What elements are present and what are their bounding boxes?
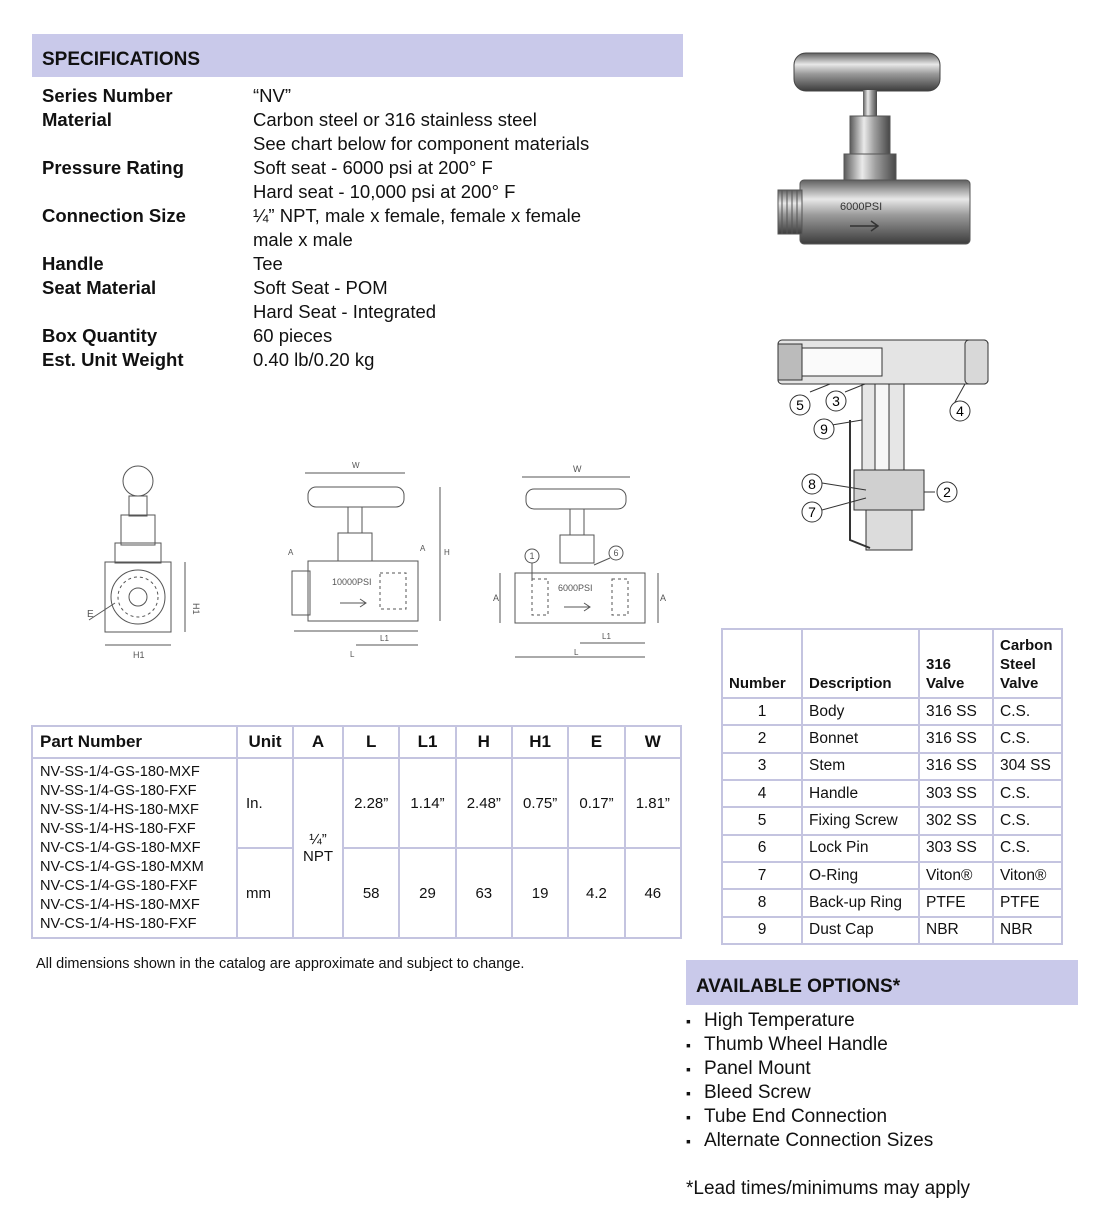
cs-material-cell: C.S. xyxy=(993,807,1062,834)
description-cell: Fixing Screw xyxy=(802,807,919,834)
side2-callout-1: 1 xyxy=(529,551,535,561)
header-description: Description xyxy=(802,629,919,698)
callout-8: 8 xyxy=(808,476,816,492)
side-view-drawing-2 xyxy=(490,455,670,665)
spec-label: Est. Unit Weight xyxy=(42,349,184,370)
spec-value: Soft Seat - POM xyxy=(253,277,388,298)
side1-l1-label: L1 xyxy=(380,634,389,643)
description-cell: O-Ring xyxy=(802,862,919,889)
side1-h-label: H xyxy=(444,548,450,557)
option-label: Panel Mount xyxy=(704,1058,811,1079)
bullet-icon: ▪ xyxy=(686,1061,691,1077)
valve-photo xyxy=(770,40,980,250)
photo-stamp: 6000PSI xyxy=(840,201,883,213)
option-label: Alternate Connection Sizes xyxy=(704,1130,934,1151)
cs-material-cell: C.S. xyxy=(993,698,1062,725)
number-cell: 9 xyxy=(722,917,802,944)
number-cell: 4 xyxy=(722,780,802,807)
options-heading: AVAILABLE OPTIONS* xyxy=(686,960,1078,1005)
materials-table xyxy=(721,628,1063,945)
part-number-list xyxy=(32,758,237,938)
number-cell: 2 xyxy=(722,725,802,752)
description-cell: Lock Pin xyxy=(802,835,919,862)
table-row xyxy=(722,835,1062,862)
list-item xyxy=(686,1033,933,1057)
header-e: E xyxy=(568,726,624,758)
header-line: Carbon xyxy=(1000,636,1053,654)
table-row xyxy=(722,807,1062,834)
callout-7: 7 xyxy=(808,504,816,520)
ss-material-cell: NBR xyxy=(919,917,993,944)
unit-cell: In. xyxy=(237,758,293,848)
side2-a-right-label: A xyxy=(660,593,667,603)
spec-value: “NV” xyxy=(253,85,292,106)
bullet-icon: ▪ xyxy=(686,1109,691,1125)
side2-stamp: 6000PSI xyxy=(558,583,593,593)
bullet-icon: ▪ xyxy=(686,1133,691,1149)
side2-a-left-label: A xyxy=(493,593,500,603)
front-e-label: E xyxy=(87,609,94,620)
unit-cell: mm xyxy=(237,848,293,938)
spec-value: male x male xyxy=(253,229,353,250)
callout-5: 5 xyxy=(796,397,804,413)
a-value-line: ¼” xyxy=(309,831,327,848)
spec-label: Pressure Rating xyxy=(42,157,184,178)
spec-label: Material xyxy=(42,109,112,130)
header-h: H xyxy=(456,726,512,758)
side2-w-label: W xyxy=(573,464,582,474)
list-item xyxy=(686,1009,933,1033)
option-label: Bleed Screw xyxy=(704,1082,811,1103)
ss-material-cell: 302 SS xyxy=(919,807,993,834)
ss-material-cell: 303 SS xyxy=(919,835,993,862)
front-h1-label: H1 xyxy=(191,603,201,615)
h-cell: 2.48” xyxy=(456,758,512,848)
side-view-drawing-1 xyxy=(280,455,450,665)
spec-value: Hard Seat - Integrated xyxy=(253,301,437,322)
side1-a-right-label: A xyxy=(420,544,426,553)
l1-cell: 1.14” xyxy=(399,758,455,848)
front-view-drawing xyxy=(85,455,215,670)
number-cell: 1 xyxy=(722,698,802,725)
spec-value: Soft seat - 6000 psi at 200° F xyxy=(253,157,493,178)
h-cell: 63 xyxy=(456,848,512,938)
cs-material-cell: PTFE xyxy=(993,889,1062,916)
spec-label: Seat Material xyxy=(42,277,157,298)
callout-2: 2 xyxy=(943,484,951,500)
spec-label: Series Number xyxy=(42,85,173,106)
options-list xyxy=(686,1009,933,1153)
e-cell: 4.2 xyxy=(568,848,624,938)
side1-stamp: 10000PSI xyxy=(332,577,372,587)
spec-value: Hard seat - 10,000 psi at 200° F xyxy=(253,181,516,202)
number-cell: 3 xyxy=(722,753,802,780)
cs-material-cell: 304 SS xyxy=(993,753,1062,780)
option-label: Tube End Connection xyxy=(704,1106,888,1127)
header-l1: L1 xyxy=(399,726,455,758)
part-number: NV-CS-1/4-HS-180-FXF xyxy=(40,915,197,932)
header-a: A xyxy=(293,726,343,758)
number-cell: 7 xyxy=(722,862,802,889)
lead-times-note: *Lead times/minimums may apply xyxy=(686,1178,971,1199)
option-label: Thumb Wheel Handle xyxy=(704,1034,888,1055)
list-item xyxy=(686,1105,933,1129)
spec-label: Connection Size xyxy=(42,205,186,226)
table-row xyxy=(722,862,1062,889)
l-cell: 58 xyxy=(343,848,399,938)
side1-a-left-label: A xyxy=(288,548,294,557)
list-item xyxy=(686,1129,933,1153)
dimensions-note: All dimensions shown in the catalog are approximate and subject to change. xyxy=(36,956,525,972)
table-row xyxy=(32,758,681,848)
header-line: Steel xyxy=(1000,655,1036,673)
side2-callout-6: 6 xyxy=(613,548,619,558)
dimension-header-row xyxy=(32,726,681,758)
part-number: NV-CS-1/4-GS-180-FXF xyxy=(40,877,198,894)
header-carbon-steel-valve xyxy=(993,629,1062,698)
bullet-icon: ▪ xyxy=(686,1037,691,1053)
spec-value: See chart below for component materials xyxy=(253,133,590,154)
cs-material-cell: Viton® xyxy=(993,862,1062,889)
cs-material-cell: C.S. xyxy=(993,780,1062,807)
ss-material-cell: PTFE xyxy=(919,889,993,916)
ss-material-cell: Viton® xyxy=(919,862,993,889)
description-cell: Stem xyxy=(802,753,919,780)
table-row xyxy=(722,725,1062,752)
header-316-valve xyxy=(919,629,993,698)
callout-4: 4 xyxy=(956,403,964,419)
option-label: High Temperature xyxy=(704,1010,855,1031)
ss-material-cell: 316 SS xyxy=(919,753,993,780)
dimension-table xyxy=(31,725,682,939)
part-number: NV-SS-1/4-GS-180-MXF xyxy=(40,763,200,780)
table-row xyxy=(722,753,1062,780)
number-cell: 8 xyxy=(722,889,802,916)
part-number: NV-CS-1/4-HS-180-MXF xyxy=(40,896,200,913)
a-value-cell xyxy=(293,758,343,938)
h1-cell: 19 xyxy=(512,848,568,938)
materials-header-row xyxy=(722,629,1062,698)
number-cell: 5 xyxy=(722,807,802,834)
list-item xyxy=(686,1057,933,1081)
table-row xyxy=(722,698,1062,725)
spec-value: 60 pieces xyxy=(253,325,333,346)
spec-value: 0.40 lb/0.20 kg xyxy=(253,349,375,370)
cs-material-cell: C.S. xyxy=(993,835,1062,862)
header-w: W xyxy=(625,726,681,758)
spec-value: Carbon steel or 316 stainless steel xyxy=(253,109,537,130)
header-h1: H1 xyxy=(512,726,568,758)
spec-label: Box Quantity xyxy=(42,325,158,346)
h1-cell: 0.75” xyxy=(512,758,568,848)
header-number: Number xyxy=(722,629,802,698)
l1-cell: 29 xyxy=(399,848,455,938)
ss-material-cell: 316 SS xyxy=(919,725,993,752)
bullet-icon: ▪ xyxy=(686,1013,691,1029)
bullet-icon: ▪ xyxy=(686,1085,691,1101)
description-cell: Body xyxy=(802,698,919,725)
ss-material-cell: 303 SS xyxy=(919,780,993,807)
part-number: NV-SS-1/4-HS-180-FXF xyxy=(40,820,196,837)
spec-label: Handle xyxy=(42,253,104,274)
header-line: 316 xyxy=(926,655,952,673)
cs-material-cell: NBR xyxy=(993,917,1062,944)
callout-9: 9 xyxy=(820,421,828,437)
number-cell: 6 xyxy=(722,835,802,862)
ss-material-cell: 316 SS xyxy=(919,698,993,725)
part-number: NV-CS-1/4-GS-180-MXF xyxy=(40,839,201,856)
callout-3: 3 xyxy=(832,393,840,409)
header-part-number: Part Number xyxy=(32,726,237,758)
side2-l-label: L xyxy=(574,648,579,657)
e-cell: 0.17” xyxy=(568,758,624,848)
w-cell: 46 xyxy=(625,848,681,938)
specifications-heading: SPECIFICATIONS xyxy=(32,34,683,77)
description-cell: Bonnet xyxy=(802,725,919,752)
front-h1-bottom-label: H1 xyxy=(133,650,145,660)
cutaway-diagram xyxy=(770,330,1000,560)
spec-value: ¼” NPT, male x female, female x female xyxy=(253,205,581,226)
part-number: NV-SS-1/4-GS-180-FXF xyxy=(40,782,197,799)
side1-w-label: W xyxy=(352,461,360,470)
table-row xyxy=(722,780,1062,807)
description-cell: Handle xyxy=(802,780,919,807)
description-cell: Dust Cap xyxy=(802,917,919,944)
side1-l-label: L xyxy=(350,650,355,659)
list-item xyxy=(686,1081,933,1105)
side2-l1-label: L1 xyxy=(602,632,611,641)
table-row xyxy=(722,889,1062,916)
spec-value: Tee xyxy=(253,253,283,274)
description-cell: Back-up Ring xyxy=(802,889,919,916)
cs-material-cell: C.S. xyxy=(993,725,1062,752)
table-row xyxy=(722,917,1062,944)
part-number: NV-SS-1/4-HS-180-MXF xyxy=(40,801,199,818)
header-line: Valve xyxy=(926,674,965,692)
header-l: L xyxy=(343,726,399,758)
header-line: Valve xyxy=(1000,674,1039,692)
w-cell: 1.81” xyxy=(625,758,681,848)
l-cell: 2.28” xyxy=(343,758,399,848)
a-value-line: NPT xyxy=(303,848,333,865)
part-number: NV-CS-1/4-GS-180-MXM xyxy=(40,858,204,875)
header-unit: Unit xyxy=(237,726,293,758)
